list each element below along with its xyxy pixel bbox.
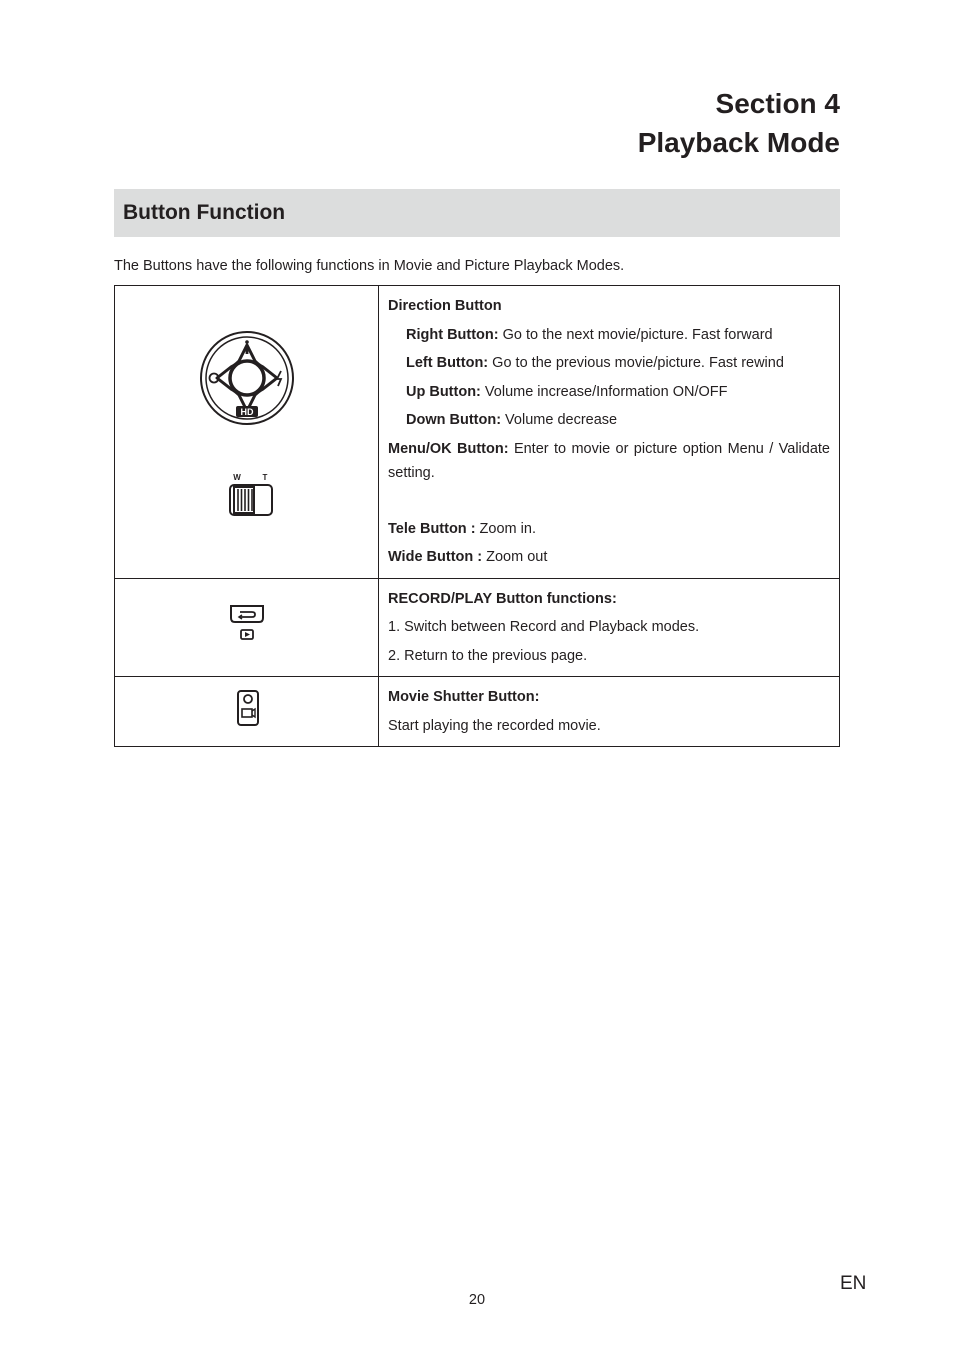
section-title: Playback Mode	[637, 127, 840, 158]
wide-button-line: Wide Button : Zoom out	[388, 549, 548, 565]
direction-title: Direction Button	[388, 298, 502, 314]
zoom-lever-icon	[229, 472, 273, 522]
section-heading	[638, 84, 840, 162]
section-label: Section 4	[715, 88, 840, 119]
right-button-line: Right Button: Go to the next movie/picture. Fast forward	[406, 326, 773, 343]
table-row	[115, 578, 840, 677]
subheading-bar	[114, 189, 840, 237]
movie-shutter-button-icon	[236, 689, 260, 731]
table-row	[115, 677, 840, 747]
text-cell	[379, 286, 840, 579]
record-play-title: RECORD/PLAY Button functions:	[388, 590, 617, 607]
language-label: EN	[840, 1273, 867, 1294]
icon-cell	[115, 677, 379, 747]
up-button-line: Up Button: Volume increase/Information ON/OFF	[406, 383, 728, 400]
record-play-button-icon	[229, 604, 265, 646]
subheading-title: Button Function	[123, 201, 286, 224]
tele-label: T	[262, 473, 268, 482]
wide-label: W	[233, 473, 241, 482]
page-number: 20	[468, 1292, 486, 1308]
button-function-table	[114, 285, 840, 747]
intro-text: The Buttons have the following functions in Movie and Picture Playback Modes.	[114, 258, 625, 274]
icon-cell	[115, 578, 379, 677]
direction-dial-icon	[199, 331, 295, 431]
table-row	[115, 286, 840, 579]
menu-ok-line: Menu/OK Button: Enter to movie or picture option Menu / Validate setting.	[388, 440, 830, 481]
record-play-line-1: 1. Switch between Record and Playback modes.	[388, 619, 700, 635]
icon-cell	[115, 286, 379, 579]
record-play-line-2: 2. Return to the previous page.	[388, 647, 588, 664]
movie-shutter-title: Movie Shutter Button:	[388, 689, 540, 705]
left-button-line: Left Button: Go to the previous movie/picture. Fast rewind	[406, 355, 784, 371]
down-button-line: Down Button: Volume decrease	[406, 412, 618, 428]
text-cell	[379, 578, 840, 677]
text-cell	[379, 677, 840, 747]
hd-label: HD	[240, 407, 254, 417]
tele-button-line: Tele Button : Zoom in.	[388, 520, 536, 537]
movie-shutter-line-1: Start playing the recorded movie.	[388, 717, 601, 734]
